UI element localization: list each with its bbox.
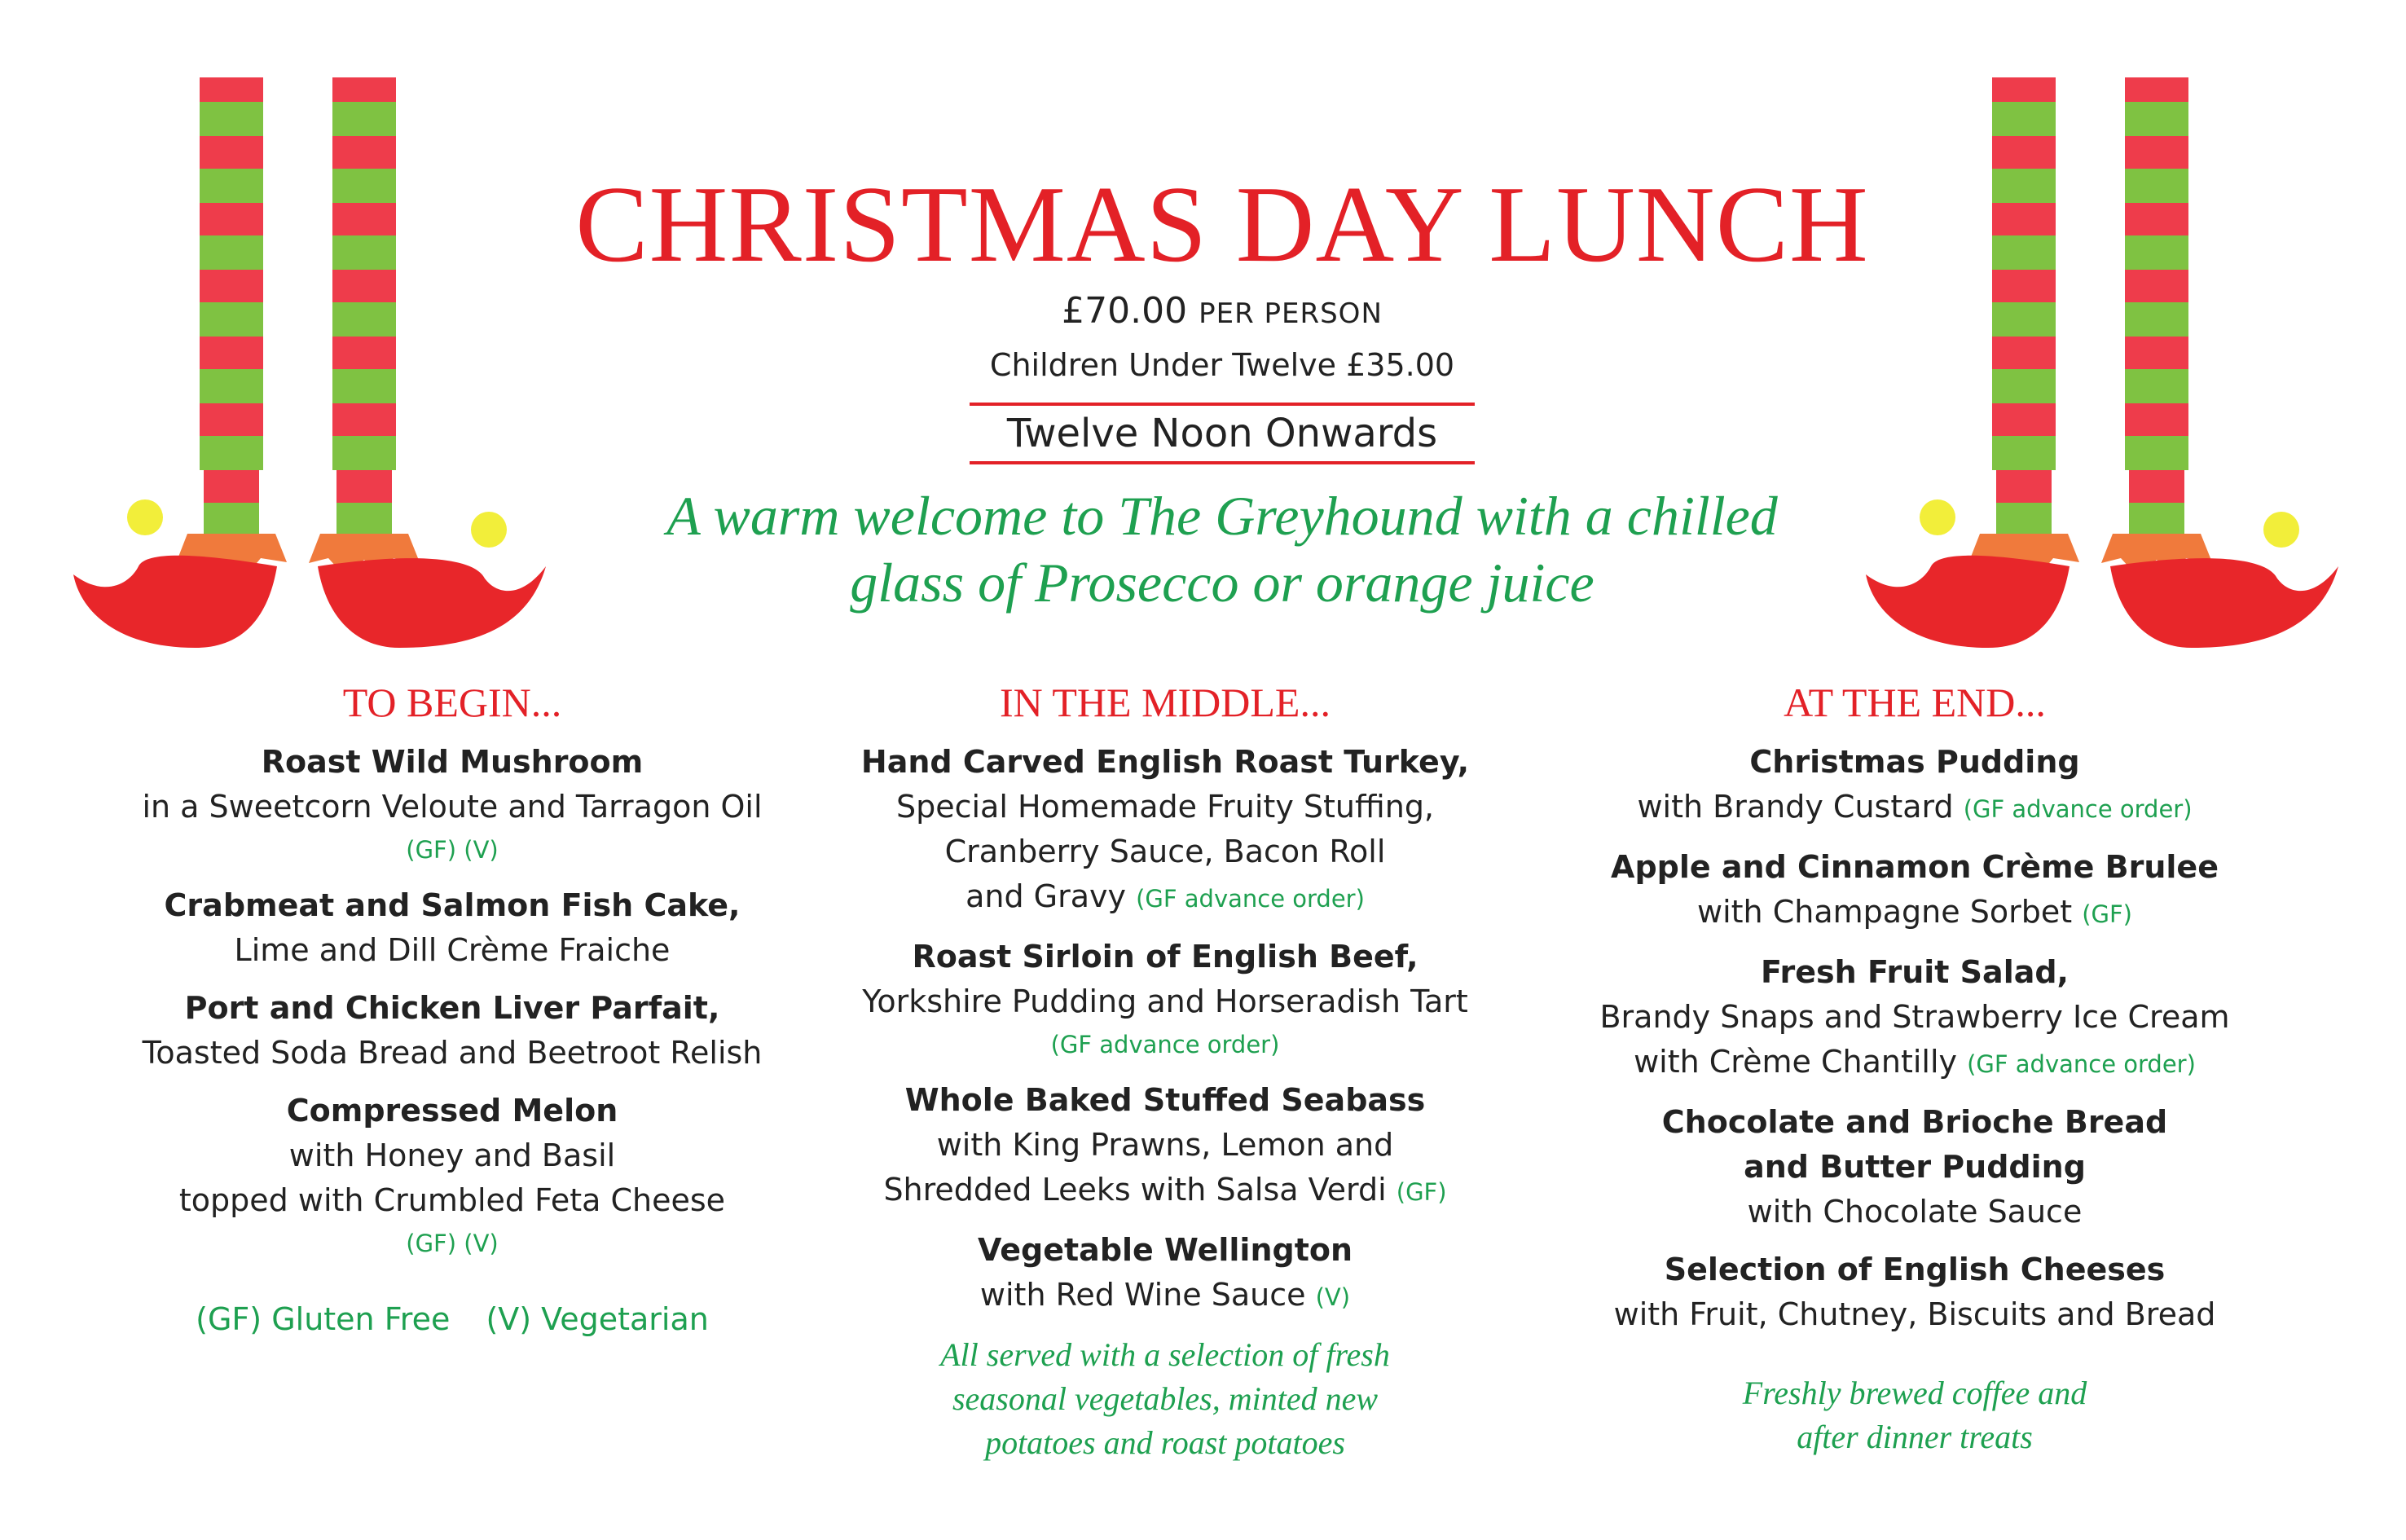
price-per-person (815, 287, 1630, 338)
dish-name: Roast Wild Mushroom (261, 744, 644, 780)
dish-item (1564, 950, 2265, 1087)
dietary-legend (106, 1296, 798, 1342)
price-unit: PER PERSON (1199, 297, 1383, 330)
menu-title: CHRISTMAS DAY LUNCH (575, 164, 1869, 284)
dish-description-with-tag (823, 1168, 1507, 1215)
welcome-message (521, 482, 1923, 616)
dish-item (1564, 740, 2265, 832)
dish-item (1564, 1247, 2265, 1337)
serving-time-box (970, 403, 1475, 464)
dish-description: Yorkshire Pudding and Horseradish Tart (862, 983, 1468, 1019)
dietary-tag: (GF) (V) (406, 836, 499, 864)
dish-name: Compressed Melon (286, 1093, 618, 1129)
dish-description: with Crème Chantilly (1634, 1044, 1957, 1080)
dish-name: Chocolate and Brioche Bread (1661, 1104, 2168, 1140)
footer-line: potatoes and roast potatoes (985, 1424, 1345, 1461)
mains-section (823, 668, 1507, 1465)
dish-description: Special Homemade Fruity Stuffing, (895, 789, 1435, 825)
dietary-tag: (GF advance order) (1136, 885, 1365, 913)
dish-item (823, 1228, 1507, 1320)
starters-section (106, 668, 798, 1342)
dish-description: with Red Wine Sauce (979, 1277, 1306, 1313)
dish-item (823, 1078, 1507, 1215)
dish-item (106, 740, 798, 870)
dish-description-with-tag (1564, 1040, 2265, 1087)
welcome-line-2: glass of Prosecco or orange juice (850, 552, 1594, 614)
dish-description: Toasted Soda Bread and Beetroot Relish (142, 1035, 763, 1071)
dietary-tag: (GF advance order) (1963, 795, 2193, 823)
dish-description: Cranberry Sauce, Bacon Roll (944, 834, 1386, 869)
dish-name: Selection of English Cheeses (1664, 1252, 2166, 1287)
dish-description: Shredded Leeks with Salsa Verdi (883, 1172, 1387, 1208)
dish-name: Roast Sirloin of English Beef, (912, 939, 1419, 975)
dish-name: Port and Chicken Liver Parfait, (184, 990, 720, 1026)
dish-description-with-tag (1564, 785, 2265, 832)
dish-description-with-tag (823, 1273, 1507, 1320)
dietary-tag: (GF advance order) (1967, 1050, 2196, 1078)
desserts-heading: AT THE END... (1784, 680, 2046, 725)
dish-item (1564, 1100, 2265, 1234)
mains-footer-note (823, 1333, 1507, 1465)
dish-item (823, 740, 1507, 922)
legend-gluten-free: (GF) Gluten Free (196, 1301, 451, 1337)
right-leg-2 (2125, 77, 2188, 535)
dish-description: with Honey and Basil (288, 1137, 616, 1173)
dish-description: and Gravy (965, 878, 1126, 914)
footer-line: after dinner treats (1797, 1419, 2033, 1455)
dish-description: in a Sweetcorn Veloute and Tarragon Oil (142, 789, 763, 825)
dish-description: with Champagne Sorbet (1697, 894, 2073, 930)
desserts-section (1564, 668, 2265, 1459)
left-leg-2 (332, 77, 396, 535)
left-leg-1 (200, 77, 263, 535)
footer-line: seasonal vegetables, minted new (952, 1380, 1379, 1417)
dietary-tag: (GF) (2082, 900, 2132, 928)
dish-description: with Brandy Custard (1637, 789, 1954, 825)
starters-heading: TO BEGIN... (342, 680, 562, 725)
dish-name: Crabmeat and Salmon Fish Cake, (164, 887, 741, 923)
dish-name: Vegetable Wellington (977, 1232, 1353, 1268)
desserts-footer-note (1564, 1371, 2265, 1459)
dietary-tag: (GF) (V) (406, 1230, 499, 1257)
dish-description: with Fruit, Chutney, Biscuits and Bread (1613, 1296, 2216, 1332)
dish-name: Hand Carved English Roast Turkey, (860, 744, 1470, 780)
legend-vegetarian: (V) Vegetarian (486, 1301, 709, 1337)
dish-item (106, 986, 798, 1076)
dietary-tag: (GF) (1396, 1178, 1447, 1206)
dish-item (1564, 845, 2265, 937)
dish-item (823, 935, 1507, 1065)
welcome-line-1: A warm welcome to The Greyhound with a chilled (666, 485, 1778, 547)
right-leg-1 (1992, 77, 2056, 535)
dish-item (106, 1089, 798, 1264)
dish-name: and Butter Pudding (1744, 1149, 2086, 1185)
dish-description-with-tag (823, 874, 1507, 922)
mains-heading: IN THE MIDDLE... (1000, 680, 1331, 725)
dish-name: Whole Baked Stuffed Seabass (904, 1082, 1426, 1118)
dish-description: Lime and Dill Crème Fraiche (234, 932, 671, 968)
footer-line: All served with a selection of fresh (940, 1336, 1390, 1373)
footer-line: Freshly brewed coffee and (1742, 1375, 2087, 1411)
dish-item (106, 883, 798, 973)
dietary-tag: (GF advance order) (1050, 1031, 1280, 1058)
dish-name: Christmas Pudding (1749, 744, 2080, 780)
children-price: Children Under Twelve £35.00 (989, 347, 1455, 383)
dish-description: with King Prawns, Lemon and (936, 1127, 1394, 1163)
dish-description: with Chocolate Sauce (1747, 1194, 2083, 1230)
dish-name: Fresh Fruit Salad, (1761, 954, 2069, 990)
dish-name: Apple and Cinnamon Crème Brulee (1611, 849, 2219, 885)
dietary-tag: (V) (1315, 1283, 1351, 1311)
dish-description: Brandy Snaps and Strawberry Ice Cream (1599, 999, 2230, 1035)
serving-time: Twelve Noon Onwards (1006, 411, 1438, 456)
dish-description-with-tag (1564, 890, 2265, 937)
dish-description: topped with Crumbled Feta Cheese (178, 1182, 726, 1218)
price-value: £70.00 (1062, 290, 1188, 332)
